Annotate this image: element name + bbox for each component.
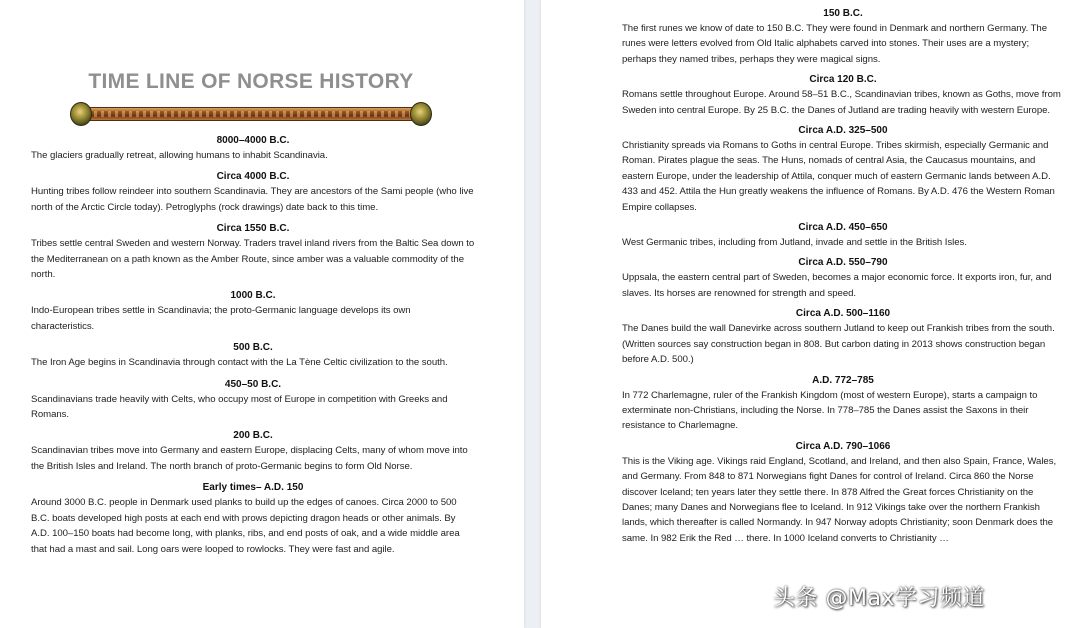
entry-text: Scandinavians trade heavily with Celts, who occupy most of Europe in competition with Greeks and Romans. (31, 393, 448, 421)
entry-date: Circa 120 B.C. (809, 74, 877, 86)
timeline-entry (622, 7, 1064, 67)
entry-text: Uppsala, the eastern central part of Sweden, becomes a major economic force. It exports iron, fur, and slaves. Its horses are renowned for strength and speed. (622, 272, 1052, 299)
entry-date: Circa A.D. 790–1066 (795, 440, 891, 452)
page-title: TIME LINE OF NORSE HISTORY (88, 70, 414, 93)
medallion-left-icon (70, 102, 92, 126)
timeline-entry (31, 378, 475, 423)
timeline-entry (31, 222, 475, 282)
timeline-entry (31, 170, 475, 215)
entry-text: Christianity spreads via Romans to Goths in central Europe. Tribes skirmish, especially Germanic and Roman. Pirates plague the seas. The Huns, nomads of central Asia, the Caucasus mountains, and eastern Europe, under the leadership of Attila, conquer much of eastern Germanic lands between A.D. 433 and 452. Attila the Hun greatly weakens the influence of Romans. By A.D. 476 the Western Roman Empire collapses. (622, 140, 1055, 213)
entry-text: This is the Viking age. Vikings raid England, Scotland, and Ireland, and then also Spain, France, Wales, and Germany. From 848 to 871 Norwegians fight Danes for control of Ireland. Circa 860 the Norse discover Iceland; ten years later they settle there. In 878 Alfred the Great forces Christianity on the Danes; many Danes and Norwegians flee to Iceland. In 912 Vikings take over the northern Frankish lands, which thereafter is called Normandy. In 947 Norway adopts Christianity; soon Denmark does the same. In 982 Erik the Red … there. In 1000 Iceland converts to Christianity … (622, 455, 1057, 544)
entry-date: Early times– A.D. 150 (202, 482, 304, 494)
timeline-entry (622, 374, 1064, 434)
timeline-entry (31, 481, 475, 557)
decorative-banner (70, 102, 432, 126)
left-page (0, 0, 524, 628)
entry-date: 450–50 B.C. (224, 378, 282, 390)
entry-text: Indo-European tribes settle in Scandinavia; the proto-Germanic language develops its own characteristics. (31, 305, 411, 332)
right-page (541, 0, 1080, 628)
entry-date: 8000–4000 B.C. (216, 135, 290, 146)
entry-date: Circa 1550 B.C. (216, 223, 290, 235)
timeline-entry (622, 221, 1064, 250)
timeline-entry (31, 341, 475, 370)
banner-bar (80, 107, 422, 121)
entry-date: Circa A.D. 500–1160 (795, 308, 891, 320)
timeline-entry (31, 134, 475, 163)
entry-date: 200 B.C. (233, 430, 273, 442)
entry-text: Hunting tribes follow reindeer into southern Scandinavia. They are ancestors of the Sami people (who live north of the Arctic Circle today). Petroglyphs (rock drawings) date back to this time. (31, 186, 474, 213)
entry-text: The Danes build the wall Danevirke across southern Jutland to keep out Frankish tribes from the south. (Written sources say construction began in 808. But carbon dating in 2013 shows construction began before A.D. 500.) (622, 323, 1055, 366)
timeline-entry (622, 307, 1064, 367)
entry-date: A.D. 772–785 (812, 374, 874, 386)
right-timeline (622, 7, 1064, 552)
entry-date: Circa A.D. 450–650 (798, 222, 888, 234)
entry-text: Romans settle throughout Europe. Around 58–51 B.C., Scandinavian tribes, known as Goths, move from Sweden into central Europe. By 25 B.C. the Danes of Jutland are trading heavily with western Europe. (622, 89, 1061, 116)
entry-date: 500 B.C. (233, 342, 273, 354)
timeline-entry (622, 73, 1064, 118)
entry-date: 150 B.C. (823, 8, 863, 19)
entry-text: The Iron Age begins in Scandinavia through contact with the La Tène Celtic civilization to the south. (31, 357, 448, 369)
entry-text: The first runes we know of date to 150 B.C. They were found in Denmark and northern Germany. The runes were letters evolved from Old Italic alphabets carved into stones. Their uses are a mystery; perhaps they named tribes, perhaps they were magical signs. (622, 23, 1048, 65)
left-timeline (31, 134, 475, 564)
entry-date: 1000 B.C. (230, 290, 276, 302)
entry-date: Circa A.D. 550–790 (798, 257, 888, 269)
entry-date: Circa 4000 B.C. (216, 171, 290, 183)
watermark: 头条 @Max学习频道 (773, 586, 985, 611)
timeline-entry (31, 429, 475, 474)
entry-text: Around 3000 B.C. people in Denmark used planks to build up the edges of canoes. Circa 2000 to 500 B.C. boats developed high posts at each end with prows depicting dragon heads or other animals. By A.D. 100–150 boats had become long, with planks, ribs, and end posts of oak, and a wide middle area that had a mast and sail. Long oars were looped to rowlocks. They were fast and agile. (31, 497, 460, 555)
entry-text: Scandinavian tribes move into Germany and eastern Europe, displacing Celts, many of whom move into the British Isles and Ireland. The north branch of proto-Germanic begins to form Old Norse. (31, 445, 468, 472)
entry-text: West Germanic tribes, including from Jutland, invade and settle in the British Isles. (622, 237, 967, 249)
timeline-entry (622, 440, 1064, 546)
entry-text: Tribes settle central Sweden and western Norway. Traders travel inland rivers from the Baltic Sea down to the Mediterranean on a path known as the Amber Route, since amber was a valuable commodity of the north. (31, 238, 475, 281)
medallion-right-icon (410, 102, 432, 126)
entry-date: Circa A.D. 325–500 (798, 125, 888, 137)
entry-text: In 772 Charlemagne, ruler of the Frankish Kingdom (most of western Europe), starts a campaign to exterminate non-Christians, including the Norse. In 778–785 the Danes assist the Saxons in their resistance to Charlemagne. (622, 389, 1038, 432)
timeline-entry (31, 289, 475, 334)
timeline-entry (622, 256, 1064, 301)
timeline-entry (622, 124, 1064, 215)
entry-text: The glaciers gradually retreat, allowing humans to inhabit Scandinavia. (31, 150, 328, 161)
